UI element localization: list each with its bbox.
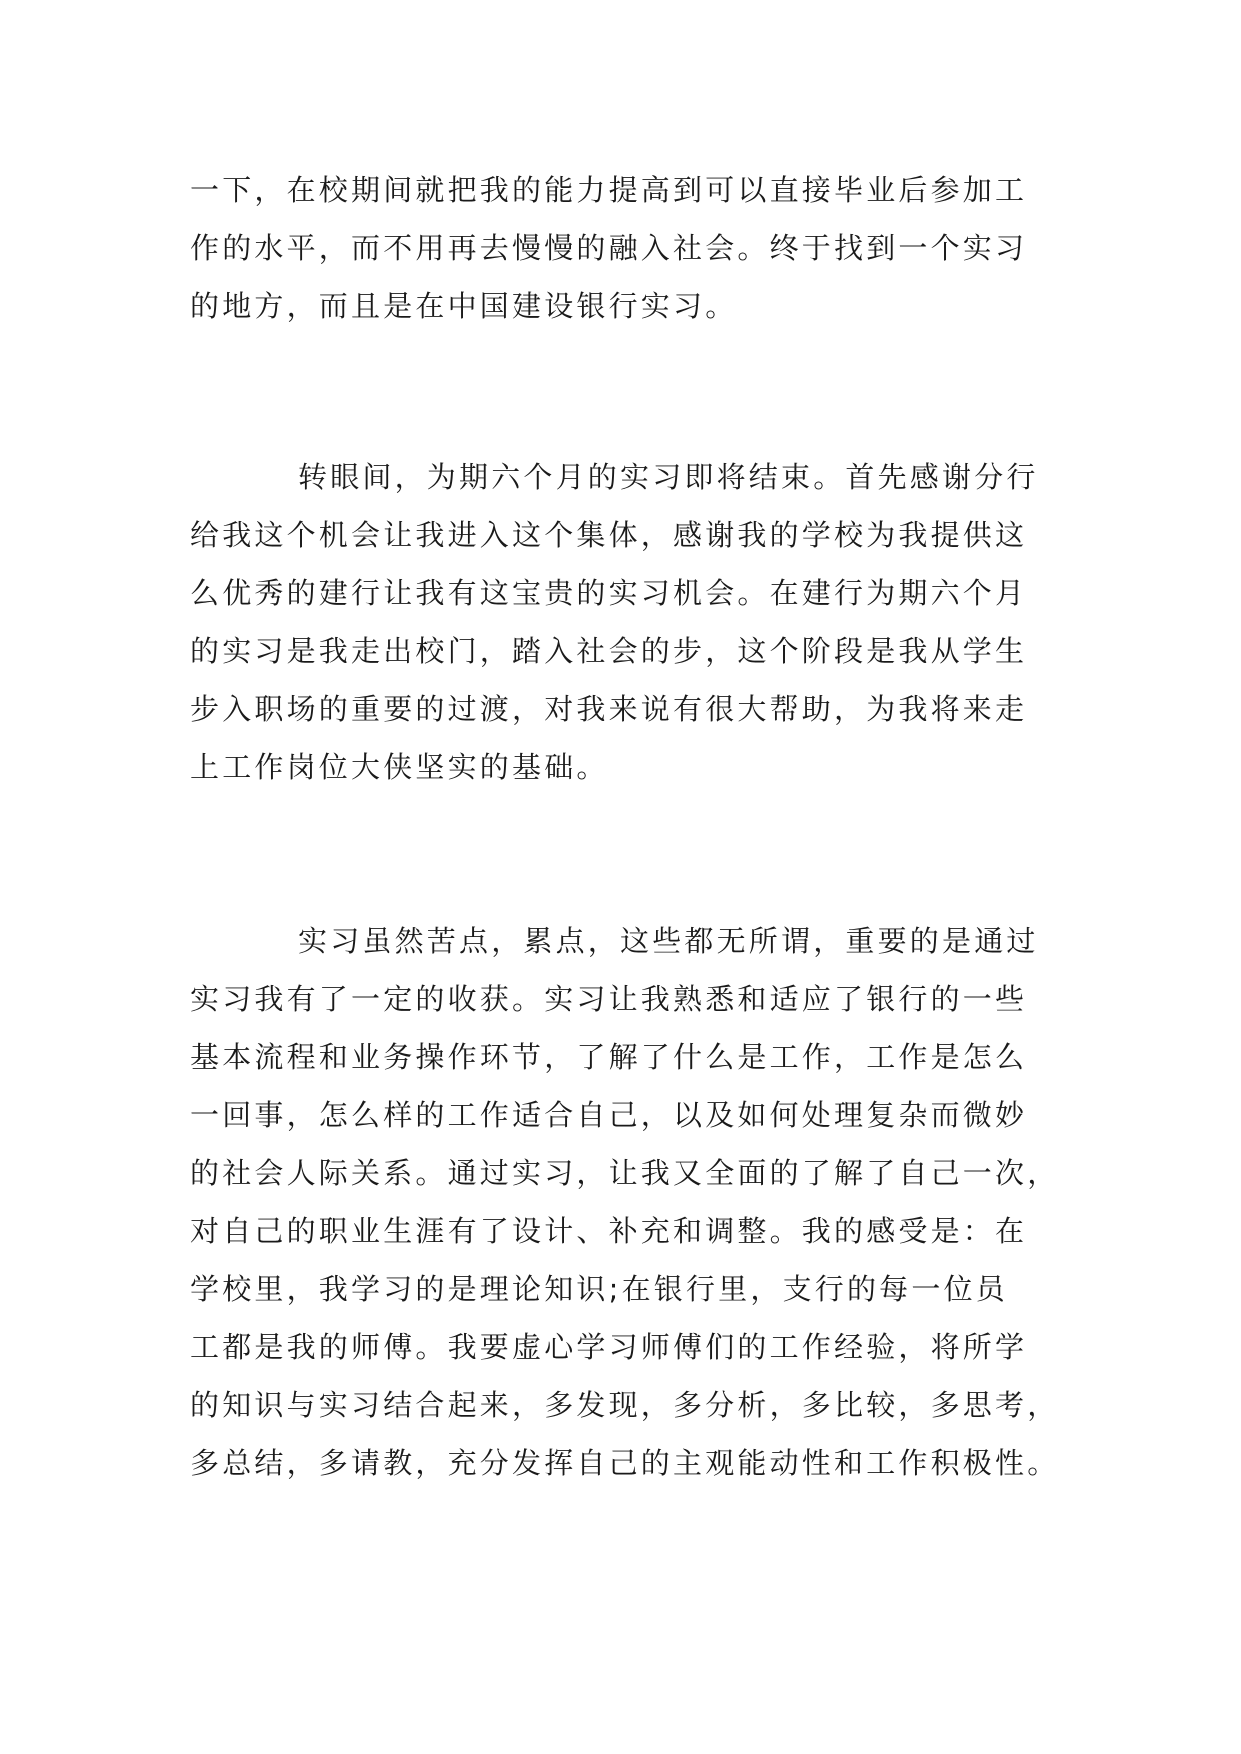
paragraph-line: 的知识与实习结合起来，多发现，多分析，多比较，多思考， [190, 1388, 1060, 1422]
paragraph-line: 给我这个机会让我进入这个集体，感谢我的学校为我提供这 [190, 518, 1028, 552]
paragraph-2 [190, 448, 1050, 796]
paragraph-line: 作的水平，而不用再去慢慢的融入社会。终于找到一个实习 [190, 231, 1028, 265]
paragraph-line: 转眼间，为期六个月的实习即将结束。首先感谢分行 [298, 460, 1039, 494]
paragraph-line: 一回事，怎么样的工作适合自己，以及如何处理复杂而微妙 [190, 1098, 1028, 1132]
paragraph-line: 的地方，而且是在中国建设银行实习。 [190, 289, 738, 323]
paragraph-line: 多总结，多请教，充分发挥自己的主观能动性和工作积极性。 [190, 1446, 1060, 1480]
paragraph-line: 实习虽然苦点，累点，这些都无所谓，重要的是通过 [298, 924, 1039, 958]
paragraph-line: 一下，在校期间就把我的能力提高到可以直接毕业后参加工 [190, 173, 1028, 207]
paragraph-3 [190, 912, 1060, 1492]
paragraph-line: 步入职场的重要的过渡，对我来说有很大帮助，为我将来走 [190, 692, 1028, 726]
paragraph-line: 对自己的职业生涯有了设计、补充和调整。我的感受是：在 [190, 1214, 1028, 1248]
paragraph-line: 实习我有了一定的收获。实习让我熟悉和适应了银行的一些 [190, 982, 1028, 1016]
paragraph-line: 学校里，我学习的是理论知识;在银行里，支行的每一位员 [190, 1272, 1008, 1306]
paragraph-line: 的社会人际关系。通过实习，让我又全面的了解了自己一次， [190, 1156, 1060, 1190]
paragraph-line: 的实习是我走出校门，踏入社会的步，这个阶段是我从学生 [190, 634, 1028, 668]
paragraph-line: 么优秀的建行让我有这宝贵的实习机会。在建行为期六个月 [190, 576, 1028, 610]
paragraph-line: 上工作岗位大侠坚实的基础。 [190, 750, 609, 784]
paragraph-line: 工都是我的师傅。我要虚心学习师傅们的工作经验，将所学 [190, 1330, 1028, 1364]
paragraph-1 [190, 161, 1050, 335]
paragraph-line: 基本流程和业务操作环节，了解了什么是工作，工作是怎么 [190, 1040, 1028, 1074]
